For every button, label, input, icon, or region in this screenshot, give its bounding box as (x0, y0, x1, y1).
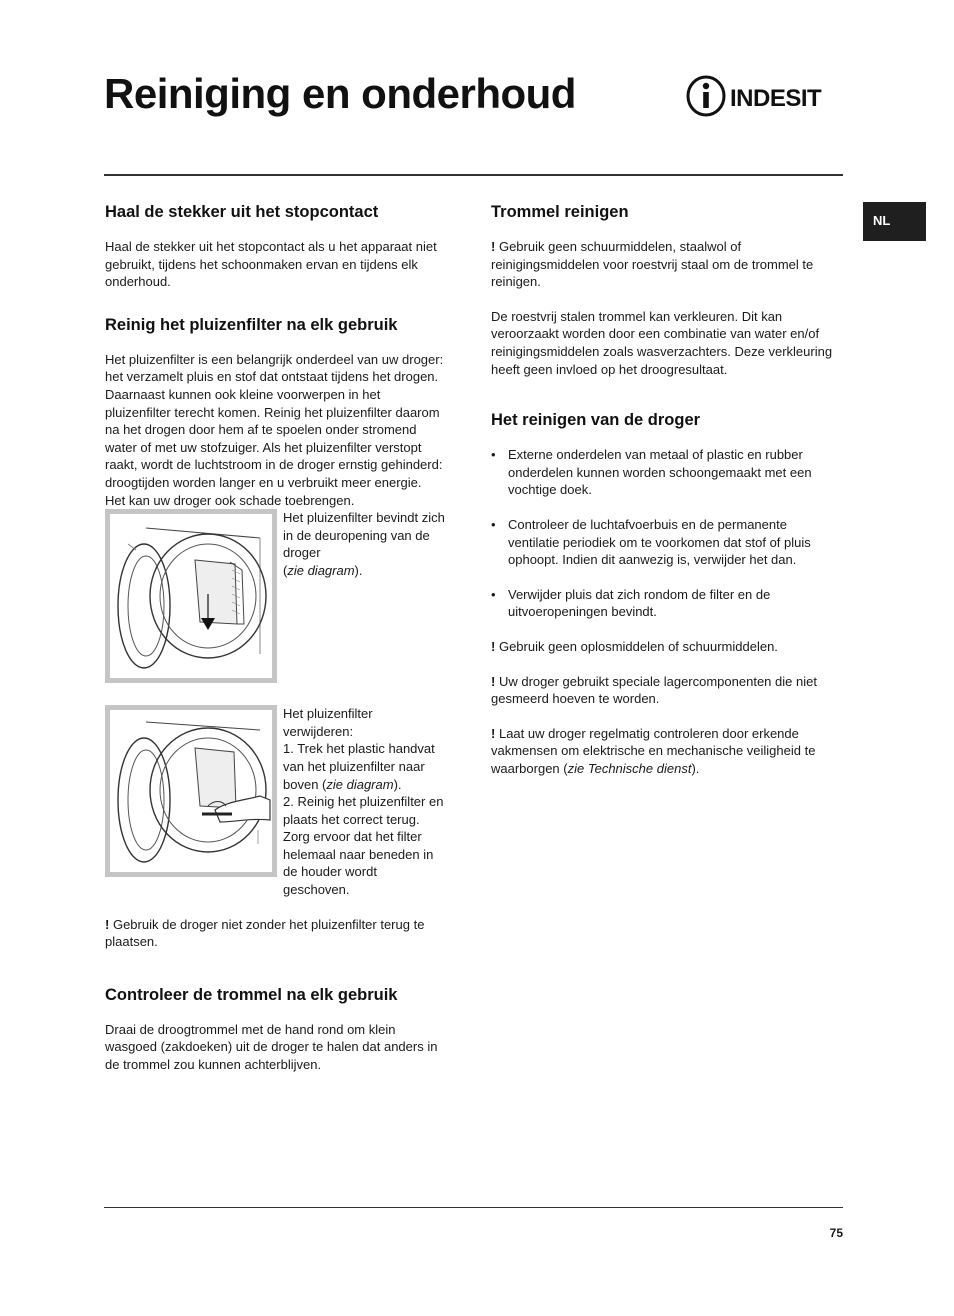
filter-removal-figure (105, 705, 277, 877)
lint-filter-heading: Reinig het pluizenfilter na elk gebruik (105, 315, 398, 334)
right-column (491, 202, 836, 777)
bearing-warning: ! Uw droger gebruikt speciale lagercomponenten die niet gesmeerd hoeven te worden. (491, 673, 817, 707)
drum-check-text: Draai de droogtrommel met de hand rond om klein wasgoed (zakdoeken) uit de droger te halen dat anders in de trommel zou kunnen achterblijven. (105, 1021, 438, 1073)
figure-2-caption: Het pluizenfilter verwijderen: 1. Trek het plastic handvat van het pluizenfilter naar boven (zie diagram). 2. Reinig het pluizenfilter en plaats het correct terug. Zorg ervoor dat het filter helemaal naar beneden in de houder wordt geschoven. (283, 706, 444, 898)
page-title: Reiniging en onderhoud (104, 70, 576, 117)
figure-1-caption: Het pluizenfilter bevindt zich in de deuropening van de droger (zie diagram). (283, 510, 445, 578)
drum-cleaning-warning: ! Gebruik geen schuurmiddelen, staalwol of reinigingsmiddelen voor roestvrij staal om de trommel te reinigen. (491, 239, 814, 290)
warning-icon: ! (491, 673, 496, 689)
list-item: • Externe onderdelen van metaal of plastic en rubber onderdelen kunnen worden schoongemaakt met een vochtige doek. (491, 446, 836, 499)
left-column (105, 202, 445, 1074)
drum-cleaning-text: De roestvrij stalen trommel kan verkleuren. Dit kan veroorzaakt worden door een combinatie van water en/of reinigingsmiddelen zoals wasverzachters. Deze verkleuring heeft geen invloed op het droogresultaat. (491, 308, 833, 377)
list-item: • Controleer de luchtafvoerbuis en de permanente ventilatie periodiek om te voorkomen dat stof of pluis ophoopt. Indien dit aanwezig is, verwijder het dan. (491, 516, 836, 569)
page-number: 75 (829, 1226, 843, 1240)
filter-location-figure (105, 509, 277, 683)
diagram-reference: zie diagram (326, 776, 394, 792)
list-item: • Verwijder pluis dat zich rondom de filter en de uitvoeropeningen bevindt. (491, 586, 836, 621)
brand-name: INDESIT (730, 85, 822, 112)
diagram-reference: zie diagram (287, 562, 355, 578)
unplug-heading: Haal de stekker uit het stopcontact (105, 203, 379, 221)
indesit-logo (684, 74, 844, 118)
figure-block-1 (105, 509, 445, 683)
footer-divider (104, 1207, 843, 1208)
inspection-warning: ! Laat uw droger regelmatig controleren door erkende vakmensen om elektrische en mechanische veiligheid te waarborgen (zie Technische dienst). (491, 725, 816, 776)
language-tab: NL (863, 202, 926, 241)
warning-icon: ! (105, 916, 110, 932)
drum-cleaning-heading: Trommel reinigen (491, 203, 629, 221)
service-reference: zie Technische dienst (567, 760, 692, 776)
solvent-warning: ! Gebruik geen oplosmiddelen of schuurmiddelen. (491, 638, 778, 654)
dryer-door-illustration (110, 514, 272, 678)
warning-icon: ! (491, 638, 496, 654)
warning-icon: ! (491, 239, 496, 254)
figure-block-2 (105, 705, 445, 899)
drum-check-heading: Controleer de trommel na elk gebruik (105, 985, 398, 1004)
warning-icon: ! (491, 725, 496, 741)
header-divider (104, 174, 843, 176)
lint-filter-text: Het pluizenfilter is een belangrijk onderdeel van uw droger: het verzamelt pluis en stof dat ontstaat tijdens het drogen. Daarnaast kunnen ook kleine voorwerpen in het pluizenfilter terecht komen. Reinig het pluizenfilter daarom na het drogen door hem af te spoelen onder stromend water of met uw stofzuiger. Als het pluizenfilter verstopt raakt, wordt de luchtstroom in de droger ernstig gehinderd: droogtijden worden langer en u verbruikt meer energie. Het kan uw droger ook schade toebrengen. (105, 351, 444, 508)
dryer-cleaning-heading: Het reinigen van de droger (491, 411, 701, 430)
filter-removal-illustration (110, 710, 272, 872)
unplug-text: Haal de stekker uit het stopcontact als u het apparaat niet gebruikt, tijdens het schoonmaken ervan en tijdens elk onderhoud. (105, 239, 437, 290)
filter-warning: ! Gebruik de droger niet zonder het pluizenfilter terug te plaatsen. (105, 916, 425, 950)
